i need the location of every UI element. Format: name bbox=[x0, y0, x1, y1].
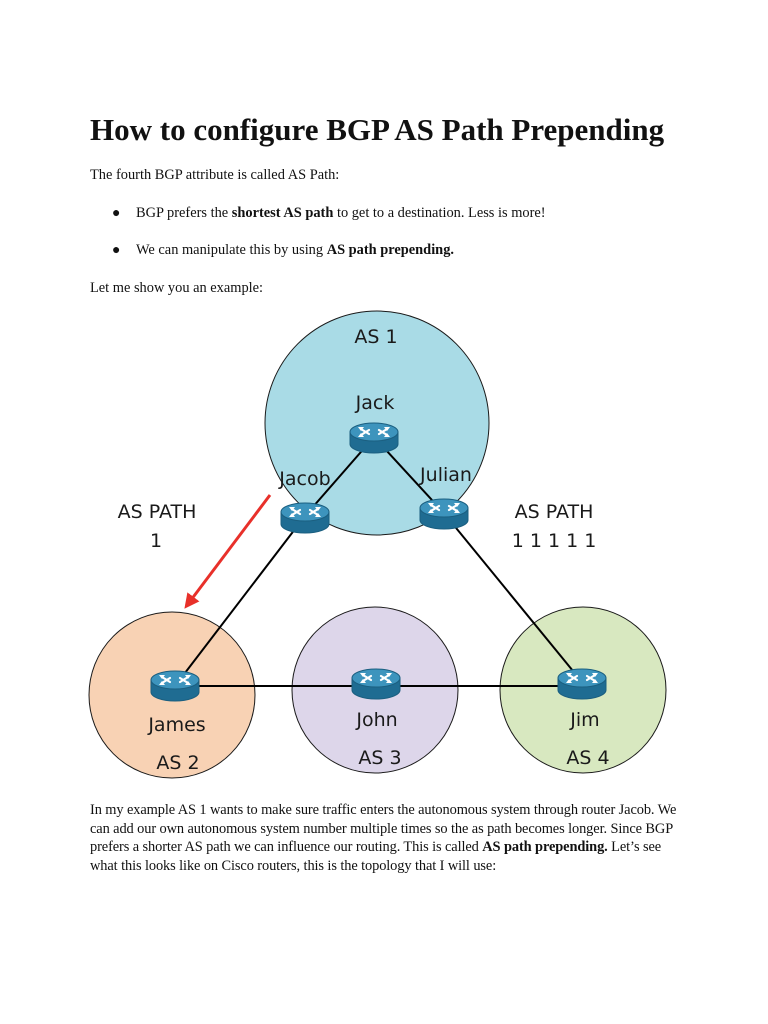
as1-label: AS 1 bbox=[354, 326, 398, 348]
router-label-jacob: Jacob bbox=[279, 468, 331, 490]
left-path-label: AS PATH bbox=[117, 501, 197, 523]
as2-label: AS 2 bbox=[156, 752, 200, 774]
bullet-icon: ● bbox=[112, 206, 121, 221]
router-label-julian: Julian bbox=[420, 464, 472, 486]
preferred-path-arrow bbox=[188, 495, 270, 604]
bullet-list bbox=[90, 204, 546, 278]
body-text: In my example AS 1 wants to make sure traffic enters the autonomous system through router Jacob. We can add our own autonomous system number multiple times so the as path becomes longer. Since BGP prefers a shorter AS path we can influence our routing. This is called bbox=[90, 802, 677, 856]
right-path-label: AS PATH bbox=[514, 501, 594, 523]
router-jack-icon bbox=[350, 423, 398, 453]
left-path-value: 1 bbox=[149, 530, 163, 552]
bullet-icon: ● bbox=[112, 243, 121, 258]
bgp-topology-diagram bbox=[80, 305, 680, 795]
bullet-emphasis: AS path prepending. bbox=[326, 242, 454, 258]
router-john-icon bbox=[352, 669, 400, 699]
router-james-icon bbox=[151, 671, 199, 701]
body-emphasis: AS path prepending. bbox=[482, 839, 608, 856]
router-label-jack: Jack bbox=[355, 392, 395, 414]
as4-label: AS 4 bbox=[566, 747, 610, 769]
router-jim-icon bbox=[558, 669, 606, 699]
router-label-jim: Jim bbox=[570, 709, 600, 731]
bullet-emphasis: shortest AS path bbox=[231, 205, 334, 221]
right-path-value: 1 1 1 1 1 bbox=[511, 530, 597, 552]
body-text: Let’s see what this looks like on Cisco routers, this is the topology that I will use: bbox=[90, 839, 662, 874]
bullet-text: BGP prefers the bbox=[136, 205, 232, 221]
router-label-john: John bbox=[356, 709, 398, 731]
router-label-james: James bbox=[148, 714, 206, 736]
bullet-text: We can manipulate this by using bbox=[136, 242, 327, 258]
page-title: How to configure BGP AS Path Prepending bbox=[90, 112, 665, 147]
example-lead-text: Let me show you an example: bbox=[90, 280, 264, 296]
bullet-text: to get to a destination. Less is more! bbox=[333, 205, 546, 221]
body-paragraph bbox=[90, 801, 690, 875]
list-item bbox=[90, 204, 546, 223]
router-julian-icon bbox=[420, 499, 468, 529]
intro-text: The fourth BGP attribute is called AS Path: bbox=[90, 167, 340, 183]
as3-label: AS 3 bbox=[358, 747, 402, 769]
router-jacob-icon bbox=[281, 503, 329, 533]
list-item bbox=[90, 241, 546, 260]
